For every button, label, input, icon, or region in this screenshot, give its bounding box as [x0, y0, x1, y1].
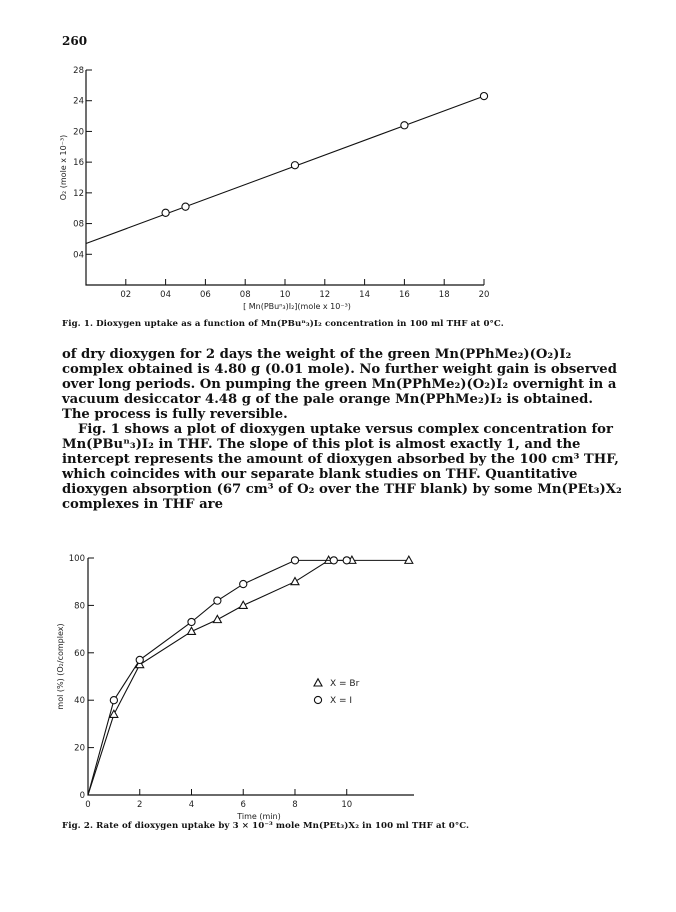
- fig2-data-point-i: [136, 656, 143, 663]
- fig1-x-axis-label: [ Mn(PBuⁿ₃)I₂](mole x 10⁻³): [243, 302, 351, 311]
- fig2-data-point-br: [405, 556, 413, 563]
- fig1-data-point: [182, 203, 189, 210]
- fig2-y-tick-label: 60: [74, 648, 85, 659]
- fig2-x-tick-label: 0: [85, 800, 91, 810]
- fig1-x-tick-label: 20: [478, 290, 490, 300]
- fig2-y-tick-label: 20: [74, 743, 85, 754]
- fig1-fit-line: [86, 96, 484, 243]
- fig2-y-tick-label: 0: [79, 791, 85, 801]
- fig1-x-tick-label: 18: [438, 290, 450, 300]
- fig1-x-tick-label: 14: [359, 290, 371, 300]
- fig2-data-point-i: [343, 557, 350, 564]
- page-number: 260: [62, 34, 88, 48]
- fig2-legend-circle-marker: [314, 696, 321, 703]
- fig1-y-axis-label: O₂ (mole x 10⁻³): [59, 134, 68, 201]
- fig1-data-point: [291, 162, 298, 169]
- figure-1-caption: Fig. 1. Dioxygen uptake as a function of Mn(PBuⁿ₃)I₂ concentration in 100 ml THF at 0°C.: [62, 319, 504, 329]
- fig2-x-tick-label: 8: [292, 800, 298, 810]
- fig2-legend-triangle-marker: [314, 679, 322, 686]
- fig1-x-tick-label: 04: [160, 290, 172, 300]
- fig2-y-tick-label: 100: [68, 554, 85, 564]
- fig2-x-tick-label: 10: [341, 800, 353, 810]
- body-text: [62, 347, 622, 512]
- paragraph-1: of dry dioxygen for 2 days the weight of the green Mn(PPhMe₂)(O₂)I₂ complex obtained is 4.80 g (0.01 mole). No further weight gain is observed over long periods. On pumping the green Mn(PPhMe₂)(O₂)I₂ overnight in a vacuum desiccator 4.48 g of the pale orange Mn(PPhMe₂)I₂ is obtained. The process is fully reversible.: [62, 347, 617, 422]
- fig1-x-tick-label: 10: [279, 290, 291, 300]
- fig2-x-tick-label: 2: [137, 800, 143, 810]
- fig1-data-point: [401, 122, 408, 129]
- fig2-data-point-i: [214, 597, 221, 604]
- fig1-x-tick-label: 12: [319, 290, 331, 300]
- fig2-data-point-i: [240, 580, 247, 587]
- paragraph-2: Fig. 1 shows a plot of dioxygen uptake versus complex concentration for Mn(PBuⁿ₃)I₂ in THF. The slope of this plot is almost exactly 1, and the intercept represents the amount of dioxygen absorbed by the 100 cm³ THF, which coincides with our separate blank studies on THF. Quantitative dioxygen absorption (67 cm³ of O₂ over the THF blank) by some Mn(PEt₃)X₂ complexes in THF are: [62, 422, 622, 512]
- fig2-x-tick-label: 6: [240, 800, 246, 810]
- fig2-legend-label-br: X = Br: [330, 679, 360, 689]
- fig1-y-tick-label: 24: [73, 96, 84, 107]
- fig2-data-point-br: [187, 627, 195, 634]
- fig2-data-point-i: [330, 557, 337, 564]
- figure-1-chart: [0, 0, 676, 330]
- fig1-x-tick-label: 16: [398, 290, 410, 300]
- fig1-axes: [86, 70, 484, 285]
- fig1-y-tick-label: 16: [73, 158, 84, 169]
- fig1-x-tick-label: 08: [239, 290, 251, 300]
- fig2-data-point-i: [188, 618, 195, 625]
- fig1-data-point: [480, 93, 487, 100]
- fig1-y-tick-label: 28: [73, 66, 84, 76]
- fig2-y-tick-label: 80: [74, 601, 85, 612]
- fig2-series-line-br: [88, 560, 409, 795]
- fig2-series-line-i: [88, 560, 347, 795]
- fig1-x-tick-label: 06: [199, 290, 211, 300]
- fig2-data-point-br: [291, 578, 299, 585]
- fig2-data-point-br: [239, 601, 247, 608]
- fig2-data-point-br: [213, 615, 221, 622]
- fig2-y-tick-label: 40: [74, 696, 85, 707]
- fig1-y-tick-label: 20: [73, 127, 84, 138]
- fig1-y-tick-label: 12: [73, 188, 84, 199]
- fig1-data-point: [162, 209, 169, 216]
- fig1-x-tick-label: 02: [120, 290, 132, 300]
- fig1-y-tick-label: 08: [73, 219, 84, 230]
- fig2-legend-label-i: X = I: [330, 696, 353, 706]
- fig2-data-point-i: [291, 557, 298, 564]
- fig2-data-point-i: [110, 697, 117, 704]
- fig2-axes: [88, 558, 414, 795]
- fig2-y-axis-label: mol (%) (O₂/complex): [56, 623, 65, 710]
- fig2-x-axis-label: Time (min): [237, 812, 281, 821]
- figure-2-caption: Fig. 2. Rate of dioxygen uptake by 3 × 10⁻³ mole Mn(PEt₃)X₂ in 100 ml THF at 0°C.: [62, 821, 470, 831]
- fig2-x-tick-label: 4: [188, 800, 195, 810]
- fig1-y-tick-label: 04: [73, 250, 84, 261]
